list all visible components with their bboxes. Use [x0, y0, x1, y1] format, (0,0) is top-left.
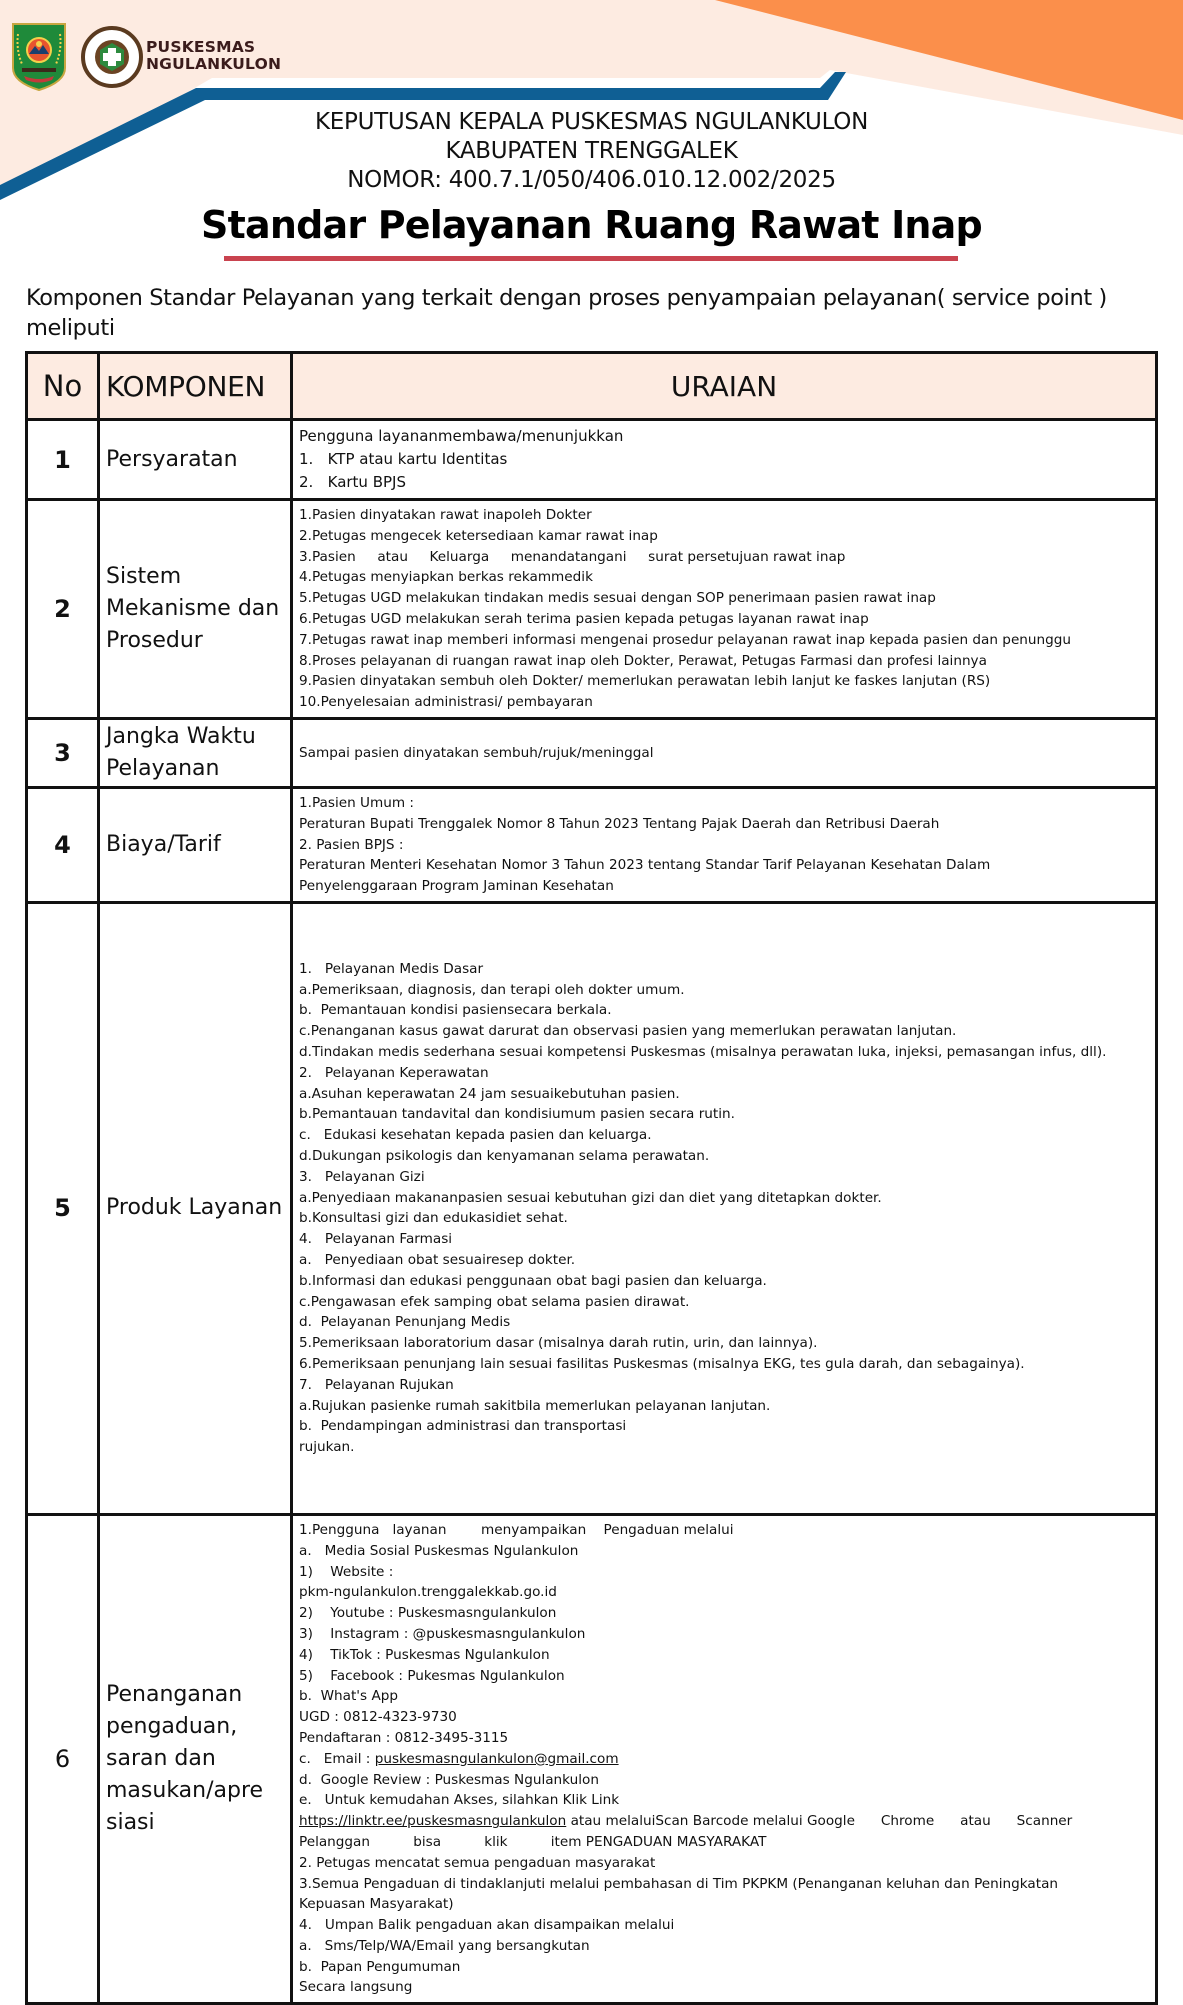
uraian-line: d. Pelayanan Penunjang Medis: [299, 1314, 511, 1331]
uraian-line: Secara langsung: [299, 1979, 413, 1996]
uraian-line: 7. Pelayanan Rujukan: [299, 1376, 454, 1393]
uraian-line: c. Edukasi kesehatan kepada pasien dan keluarga.: [299, 1127, 652, 1144]
row-uraian: [292, 902, 1157, 1514]
uraian-line: pkm-ngulankulon.trenggalekkab.go.id: [299, 1584, 557, 1601]
linktree-link[interactable]: https://linktr.ee/puskesmasngulankulon: [299, 1813, 567, 1830]
uraian-line: 1.Pasien dinyatakan rawat inapoleh Dokter: [299, 507, 592, 523]
uraian-line: 4) TikTok : Puskesmas Ngulankulon: [299, 1646, 550, 1663]
uraian-line: d.Dukungan psikologis dan kenyamanan selama perawatan.: [299, 1148, 710, 1165]
row-number: 4: [27, 787, 99, 902]
uraian-line: 2.Petugas mengecek ketersediaan kamar rawat inap: [299, 527, 658, 544]
uraian-line: 3) Instagram : @puskesmasngulankulon: [299, 1625, 586, 1642]
service-standard-table: [25, 351, 1158, 2005]
uraian-line: a. Penyediaan obat sesuairesep dokter.: [299, 1252, 576, 1269]
uraian-line: 1. KTP atau kartu Identitas: [299, 450, 508, 468]
decree-heading: [0, 108, 1183, 195]
uraian-line: 10.Penyelesaian administrasi/ pembayaran: [299, 694, 593, 711]
table-row: [27, 500, 1157, 719]
uraian-line: a. Media Sosial Puskesmas Ngulankulon: [299, 1542, 579, 1559]
uraian-line: Peraturan Bupati Trenggalek Nomor 8 Tahun 2023 Tentang Pajak Daerah dan Retribusi Daerah: [299, 815, 940, 832]
uraian-line: 3.Pasien atau Keluarga menandatangani surat persetujuan rawat inap: [299, 548, 846, 565]
table-row: [27, 420, 1157, 500]
row-uraian: [292, 1514, 1157, 2003]
uraian-line: a.Asuhan keperawatan 24 jam sesuaikebutuhan pasien.: [299, 1085, 680, 1102]
uraian-line: b.Konsultasi gizi dan edukasidiet sehat.: [299, 1210, 568, 1227]
table-row: [27, 1514, 1157, 2003]
header-no: No: [27, 353, 99, 420]
row-komponen: Produk Layanan: [99, 902, 292, 1514]
kabupaten-emblem-icon: [10, 20, 68, 92]
brand-line-1: PUSKESMAS: [146, 38, 256, 56]
uraian-line: c.Pengawasan efek samping obat selama pasien dirawat.: [299, 1293, 690, 1310]
table-row: [27, 718, 1157, 787]
header-uraian: URAIAN: [292, 353, 1157, 420]
title-underline: [224, 256, 958, 261]
uraian-line: Peraturan Menteri Kesehatan Nomor 3 Tahun 2023 tentang Standar Tarif Pelayanan Kesehatan Dalam: [299, 857, 991, 874]
email-label: c. Email :: [299, 1750, 375, 1767]
uraian-line: 1.Pengguna layanan menyampaikan Pengaduan melalui: [299, 1521, 734, 1538]
uraian-line: b. What's App: [299, 1688, 399, 1705]
row-number: 5: [27, 902, 99, 1514]
uraian-line: b.Pemantauan tandavital dan kondisiumum pasien secara rutin.: [299, 1106, 735, 1123]
row-uraian: [292, 500, 1157, 719]
uraian-line: 2. Pelayanan Keperawatan: [299, 1064, 489, 1081]
uraian-line: 1) Website :: [299, 1563, 394, 1580]
row-komponen: Jangka Waktu Pelayanan: [99, 718, 292, 787]
uraian-line: UGD : 0812-4323-9730: [299, 1709, 457, 1726]
uraian-line: d.Tindakan medis sederhana sesuai kompetensi Puskesmas (misalnya perawatan luka, injeksi, pemasangan infus, dll).: [299, 1044, 1107, 1061]
header-komponen: KOMPONEN: [99, 353, 292, 420]
brand-line-2: NGULANKULON: [146, 55, 282, 73]
uraian-line: a. Sms/Telp/WA/Email yang bersangkutan: [299, 1937, 590, 1954]
heading-line-1: KEPUTUSAN KEPALA PUSKESMAS NGULANKULON: [315, 109, 868, 135]
brand-name: [146, 39, 281, 73]
uraian-line: 4. Pelayanan Farmasi: [299, 1231, 453, 1248]
uraian-line: 3.Semua Pengaduan di tindaklanjuti melalui pembahasan di Tim PKPKM (Penanganan keluhan dan Peningkatan: [299, 1875, 1059, 1892]
uraian-line: d. Google Review : Puskesmas Ngulankulon: [299, 1771, 599, 1788]
uraian-line: 6.Petugas UGD melakukan serah terima pasien kepada petugas layanan rawat inap: [299, 610, 869, 627]
uraian-line: 1.Pasien Umum :: [299, 794, 414, 811]
uraian-line: b. Pemantauan kondisi pasiensecara berkala.: [299, 1002, 612, 1019]
row-komponen: Persyaratan: [99, 420, 292, 500]
uraian-line: a.Rujukan pasienke rumah sakitbila memerlukan pelayanan lanjutan.: [299, 1397, 771, 1414]
row-uraian: [292, 718, 1157, 787]
row-komponen: Penanganan pengaduan, saran dan masukan/apre siasi: [99, 1514, 292, 2003]
heading-line-2: KABUPATEN TRENGGALEK: [445, 138, 738, 164]
uraian-line: 8.Proses pelayanan di ruangan rawat inap oleh Dokter, Perawat, Petugas Farmasi dan profesi lainnya: [299, 652, 987, 669]
row-komponen: Biaya/Tarif: [99, 787, 292, 902]
uraian-line: 2) Youtube : Puskesmasngulankulon: [299, 1605, 557, 1622]
uraian-line: 5) Facebook : Pukesmas Ngulankulon: [299, 1667, 565, 1684]
uraian-line: b. Papan Pengumuman: [299, 1958, 461, 1975]
email-link[interactable]: puskesmasngulankulon@gmail.com: [374, 1750, 619, 1767]
uraian-line: Sampai pasien dinyatakan sembuh/rujuk/meninggal: [299, 744, 654, 761]
uraian-line: Pengguna layananmembawa/menunjukkan: [299, 427, 624, 445]
uraian-line: 5.Pemeriksaan laboratorium dasar (misalnya darah rutin, urin, dan lainnya).: [299, 1335, 818, 1352]
uraian-line: a.Pemeriksaan, diagnosis, dan terapi oleh dokter umum.: [299, 981, 685, 998]
table-row: [27, 902, 1157, 1514]
row-uraian: [292, 420, 1157, 500]
uraian-line: Kepuasan Masyarakat): [299, 1896, 454, 1913]
uraian-line: e. Untuk kemudahan Akses, silahkan Klik Link: [299, 1792, 620, 1809]
uraian-line: 6.Pemeriksaan penunjang lain sesuai fasilitas Puskesmas (misalnya EKG, tes gula darah, dan sebagainya).: [299, 1356, 1025, 1373]
uraian-line: 5.Petugas UGD melakukan tindakan medis sesuai dengan SOP penerimaan pasien rawat inap: [299, 590, 936, 607]
uraian-line: rujukan.: [299, 1439, 355, 1456]
uraian-line: c.Penanganan kasus gawat darurat dan observasi pasien yang memerlukan perawatan lanjutan.: [299, 1023, 957, 1040]
row-number: 1: [27, 420, 99, 500]
uraian-line: 9.Pasien dinyatakan sembuh oleh Dokter/ memerlukan perawatan lebih lanjut ke faskes lanjutan (RS): [299, 673, 991, 690]
heading-number: NOMOR: 400.7.1/050/406.010.12.002/2025: [347, 167, 836, 193]
table-row: [27, 787, 1157, 902]
uraian-line: 4. Umpan Balik pengaduan akan disampaikan melalui: [299, 1917, 675, 1934]
intro-text: Komponen Standar Pelayanan yang terkait dengan proses penyampaian pelayanan( service point ) meliputi: [26, 285, 1107, 341]
uraian-line: b.Informasi dan edukasi penggunaan obat bagi pasien dan keluarga.: [299, 1272, 767, 1289]
uraian-line: b. Pendampingan administrasi dan transportasi: [299, 1418, 627, 1435]
uraian-line: [299, 1749, 1149, 1770]
uraian-line: Pelanggan bisa klik item PENGADUAN MASYARAKAT: [299, 1833, 767, 1850]
uraian-line: 1. Pelayanan Medis Dasar: [299, 960, 484, 977]
link-description: atau melaluiScan Barcode melalui Google Chrome atau Scanner: [566, 1813, 1073, 1830]
uraian-line: 2. Petugas mencatat semua pengaduan masyarakat: [299, 1854, 656, 1871]
uraian-line: 2. Kartu BPJS: [299, 473, 406, 491]
uraian-line: 2. Pasien BPJS :: [299, 836, 404, 853]
row-uraian: [292, 787, 1157, 902]
row-number: 2: [27, 500, 99, 719]
uraian-line: [299, 1811, 1149, 1832]
uraian-line: 3. Pelayanan Gizi: [299, 1168, 425, 1185]
uraian-line: 4.Petugas menyiapkan berkas rekammedik: [299, 569, 593, 586]
uraian-line: Penyelenggaraan Program Jaminan Kesehatan: [299, 878, 614, 895]
row-number: 6: [27, 1514, 99, 2003]
uraian-line: a.Penyediaan makananpasien sesuai kebutuhan gizi dan diet yang ditetapkan dokter.: [299, 1189, 882, 1206]
row-komponen: Sistem Mekanisme dan Prosedur: [99, 500, 292, 719]
row-number: 3: [27, 718, 99, 787]
puskesmas-logo-icon: [81, 25, 143, 89]
uraian-line: Pendaftaran : 0812-3495-3115: [299, 1729, 509, 1746]
uraian-line: 7.Petugas rawat inap memberi informasi mengenai prosedur pelayanan rawat inap kepada pasien dan penunggu: [299, 631, 1072, 648]
table-header-row: [27, 353, 1157, 420]
page-title: Standar Pelayanan Ruang Rawat Inap: [201, 203, 982, 247]
